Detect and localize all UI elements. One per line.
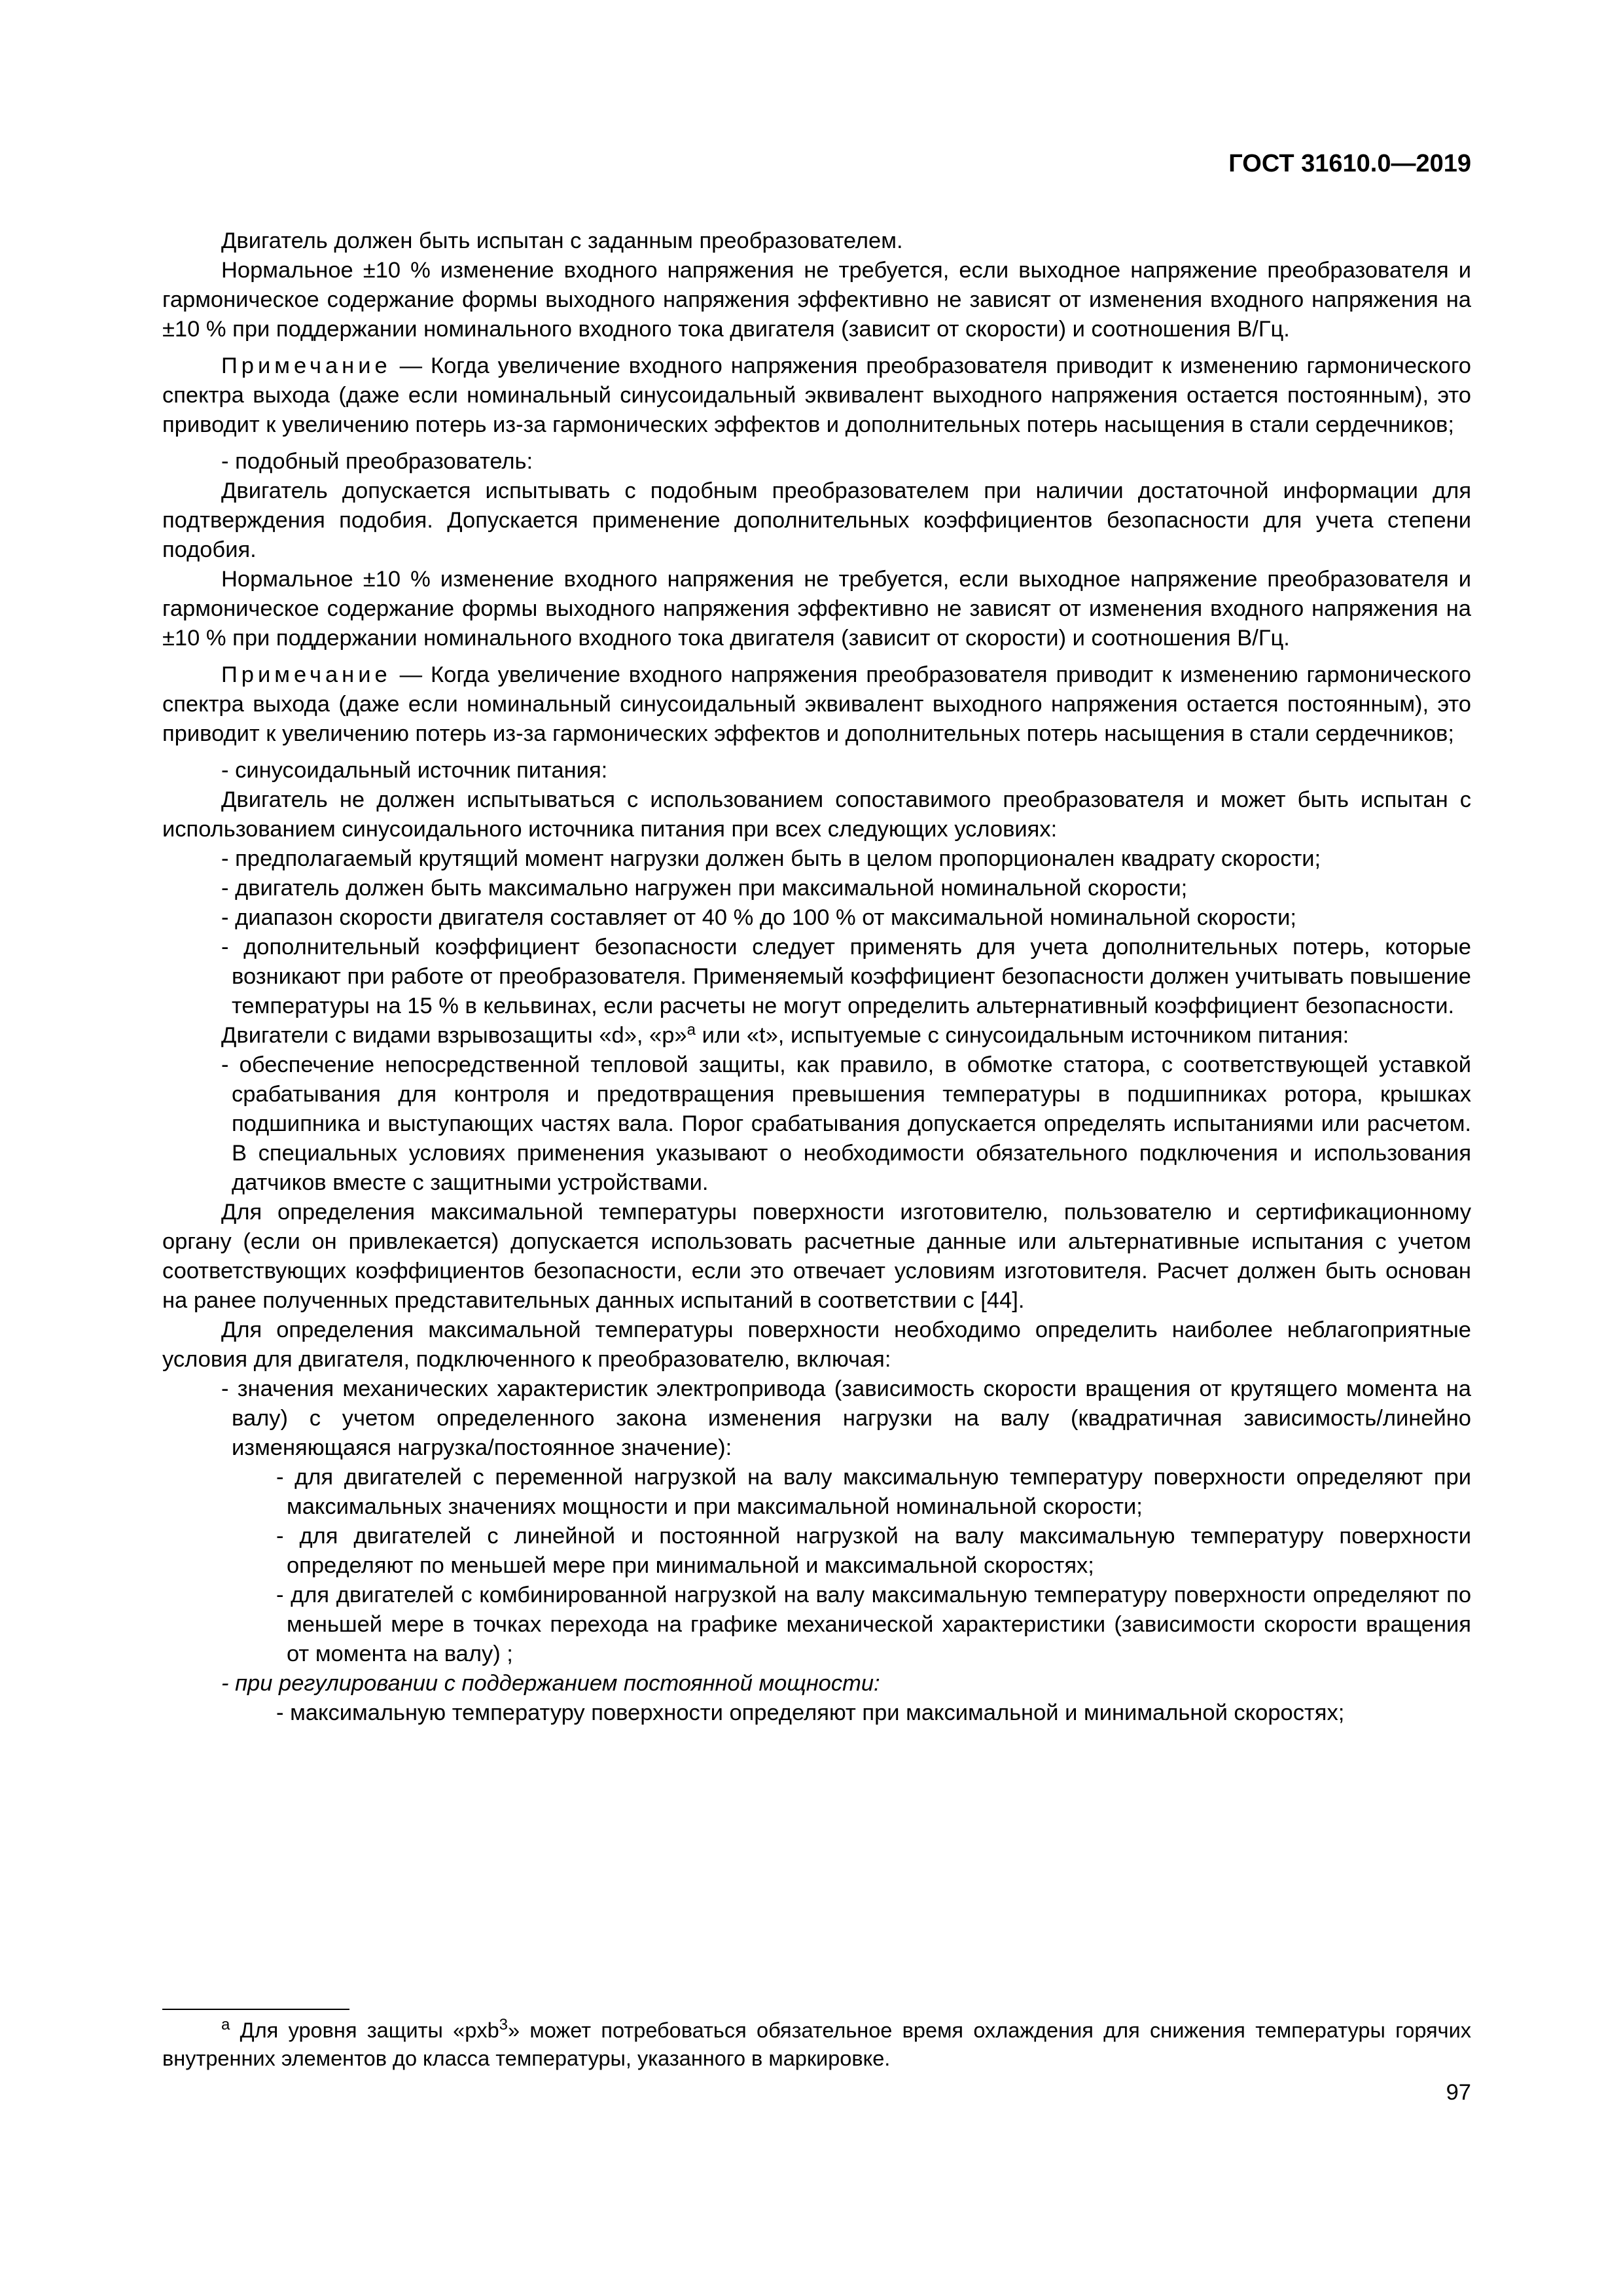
paragraph: Двигатель не должен испытываться с использованием сопоставимого преобразователя и может быть испытан с использованием синусоидального источника питания при всех следующих условиях: (162, 787, 1471, 842)
paragraph: Для определения максимальной температуры поверхности необходимо определить наиболее неблагоприятные условия для двигателя, подключенного к преобразователю, включая: (162, 1318, 1471, 1372)
paragraph: Двигатель должен быть испытан с заданным преобразователем. (221, 228, 903, 253)
note-text: — Когда увеличение входного напряжения преобразователя приводит к изменению гармонического спектра выхода (даже если номинальный синусоидальный эквивалент выходного напряжения остается постоянным), это приводит к увеличению потерь из-за гармонических эффектов и дополнительных потерь насыщения в стали сердечников; (162, 662, 1471, 746)
paragraph: Нормальное ±10 % изменение входного напряжения не требуется, если выходное напряжение преобразователя и гармоническое содержание формы выходного напряжения эффективно не зависят от изменения входного напряжения на ±10 % при поддержании номинального входного тока двигателя (зависит от скорости) и соотношения В/Гц. (162, 258, 1471, 342)
paragraph: Для определения максимальной температуры поверхности изготовителю, пользователю и сертификационному органу (если он привлекается) допускается использовать расчетные данные или альтернативные испытания с учетом соответствующих коэффициентов безопасности, если это отвечает условиям изготовителя. Расчет должен быть основан на ранее полученных представительных данных испытаний в соответствии с [44]. (162, 1200, 1471, 1313)
sub-list-item: - максимальную температуру поверхности определяют при максимальной и минимальной скоростях; (276, 1700, 1345, 1725)
footnote (162, 2017, 1471, 2073)
list-item: - значения механических характеристик электропривода (зависимость скорости вращения от крутящего момента на валу) с учетом определенного закона изменения нагрузки на валу (квадратичная зависимость/линейно изменяющаяся нагрузка/постоянное значение): (221, 1376, 1471, 1460)
list-item: - дополнительный коэффициент безопасности следует применять для учета дополнительных потерь, которые возникают при работе от преобразователя. Применяемый коэффициент безопасности должен учитывать повышение температуры на 15 % в кельвинах, если расчеты не могут определить альтернативный коэффициент безопасности. (221, 935, 1471, 1018)
footnote-divider (162, 2009, 349, 2010)
paragraph-text: или «t», испытуемые с синусоидальным источником питания: (695, 1023, 1349, 1048)
footnote-marker: a (221, 2016, 230, 2034)
paragraph-text: Двигатели с видами взрывозащиты «d», «p» (221, 1023, 687, 1048)
paragraph: - подобный преобразователь: (221, 449, 533, 474)
note-label: Примечание (221, 662, 391, 687)
sub-list-item: - для двигателей с переменной нагрузкой на валу максимальную температуру поверхности определяют при максимальных значениях мощности и при максимальной номинальной скорости; (276, 1465, 1471, 1519)
footnote-text (162, 2017, 1471, 2073)
paragraph: Нормальное ±10 % изменение входного напряжения не требуется, если выходное напряжение преобразователя и гармоническое содержание формы выходного напряжения эффективно не зависят от изменения входного напряжения на ±10 % при поддержании номинального входного тока двигателя (зависит от скорости) и соотношения В/Гц. (162, 567, 1471, 651)
list-item: - двигатель должен быть максимально нагружен при максимальной номинальной скорости; (221, 876, 1188, 901)
note-label: Примечание (221, 353, 391, 378)
paragraph: - синусоидальный источник питания: (221, 758, 608, 783)
note (162, 351, 1471, 440)
note-text: — Когда увеличение входного напряжения преобразователя приводит к изменению гармонического спектра выхода (даже если номинальный синусоидальный эквивалент выходного напряжения остается постоянным), это приводит к увеличению потерь из-за гармонических эффектов и дополнительных потерь насыщения в стали сердечников; (162, 353, 1471, 437)
paragraph (162, 1021, 1471, 1050)
list-item: - предполагаемый крутящий момент нагрузки должен быть в целом пропорционален квадрату скорости; (221, 846, 1321, 871)
paragraph: Двигатель допускается испытывать с подобным преобразователем при наличии достаточной информации для подтверждения подобия. Допускается применение дополнительных коэффициентов безопасности для учета степени подобия. (162, 478, 1471, 562)
list-item: - обеспечение непосредственной тепловой защиты, как правило, в обмотке статора, с соответствующей уставкой срабатывания для контроля и предотвращения превышения температуры в подшипниках ротора, крышках подшипника и выступающих частях вала. Порог срабатывания допускается определять испытаниями или расчетом. В специальных условиях применения указывают о необходимости обязательного подключения и использования датчиков вместе с защитными устройствами. (221, 1052, 1471, 1195)
footnote-text-part: Для уровня защиты «pxb (230, 2018, 499, 2042)
standard-header: ГОСТ 31610.0—2019 (1228, 150, 1471, 177)
superscript: 3 (499, 2016, 508, 2034)
main-text (162, 226, 1471, 1728)
footnote-ref: a (687, 1021, 696, 1039)
sub-list-item: - для двигателей с линейной и постоянной нагрузкой на валу максимальную температуру поверхности определяют по меньшей мере при минимальной и максимальной скоростях; (276, 1524, 1471, 1578)
page-number: 97 (1446, 2080, 1471, 2105)
footnote-text-part: » может потребоваться обязательное время охлаждения для снижения температуры горячих внутренних элементов до класса температуры, указанного в маркировке. (162, 2018, 1471, 2070)
sub-list-item: - для двигателей с комбинированной нагрузкой на валу максимальную температуру поверхности определяют по меньшей мере в точках перехода на графике механической характеристики (зависимости скорости вращения от момента на валу) ; (276, 1583, 1471, 1666)
list-item: - при регулировании с поддержанием постоянной мощности: (221, 1671, 880, 1696)
list-item: - диапазон скорости двигателя составляет от 40 % до 100 % от максимальной номинальной скорости; (221, 905, 1296, 930)
note (162, 660, 1471, 749)
